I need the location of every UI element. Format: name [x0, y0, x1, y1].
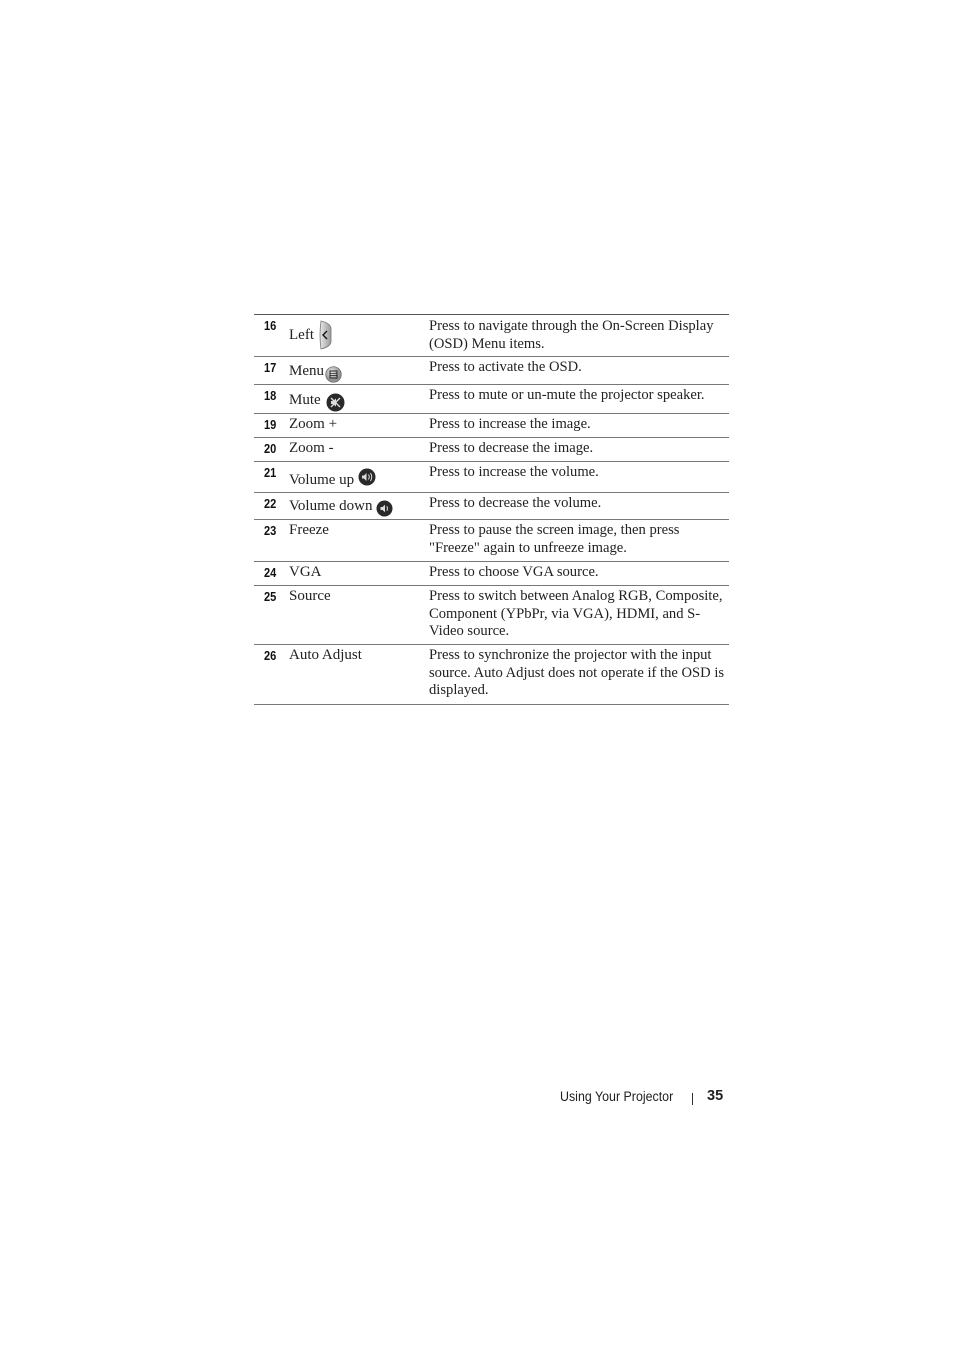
button-name-text: Left [289, 326, 314, 343]
page-number: 35 [707, 1088, 724, 1104]
table-row [254, 385, 729, 414]
row-number: 22 [264, 496, 277, 511]
page-footer [560, 1089, 726, 1109]
footer-divider [692, 1093, 693, 1105]
remote-control-table [254, 314, 729, 705]
menu-button-icon [325, 366, 342, 383]
table-row [254, 438, 729, 462]
button-description: Press to switch between Analog RGB, Composite, Component (YPbPr, via VGA), HDMI, and S-Video source. [429, 588, 723, 639]
button-name: Source [289, 588, 331, 604]
button-name: Zoom + [289, 416, 338, 432]
button-name: Zoom - [289, 440, 334, 456]
button-name: VGA [289, 564, 322, 580]
button-name: Auto Adjust [289, 647, 362, 663]
left-arrow-button-icon [318, 320, 332, 350]
row-number: 21 [264, 465, 277, 480]
row-number: 19 [264, 417, 277, 432]
table-row [254, 414, 729, 438]
button-name-text: Volume down [289, 498, 373, 514]
row-number: 23 [264, 523, 277, 538]
table-row [254, 493, 729, 520]
button-name [289, 496, 393, 517]
row-number: 20 [264, 441, 277, 456]
table-row [254, 462, 729, 493]
button-description: Press to decrease the image. [429, 440, 594, 456]
row-number: 25 [264, 589, 277, 604]
button-description: Press to mute or un-mute the projector speaker. [429, 387, 705, 403]
button-name [289, 468, 376, 489]
table-row [254, 562, 729, 586]
row-number: 26 [264, 648, 277, 663]
button-description: Press to pause the screen image, then press "Freeze" again to unfreeze image. [429, 522, 680, 556]
table-row [254, 645, 729, 705]
row-number: 16 [264, 318, 277, 333]
table-row [254, 357, 729, 385]
button-name-text: Menu [289, 363, 324, 379]
button-description: Press to increase the image. [429, 416, 591, 432]
button-name-text: Mute [289, 391, 321, 408]
button-description: Press to choose VGA source. [429, 564, 599, 580]
table-row [254, 315, 729, 357]
button-description: Press to synchronize the projector with the input source. Auto Adjust does not operate if the OSD is displayed. [429, 647, 725, 698]
button-description: Press to increase the volume. [429, 464, 599, 480]
button-name-text: Volume up [289, 472, 355, 488]
row-number: 17 [264, 360, 277, 375]
mute-button-icon [326, 393, 345, 412]
button-name [289, 360, 342, 383]
button-name [289, 320, 332, 350]
footer-title: Using Your Projector [560, 1089, 674, 1104]
volume-up-button-icon [358, 468, 376, 486]
button-description: Press to decrease the volume. [429, 495, 602, 511]
table-row [254, 520, 729, 562]
row-number: 18 [264, 388, 277, 403]
button-name: Freeze [289, 522, 329, 538]
button-name [289, 388, 345, 412]
volume-down-button-icon [376, 500, 393, 517]
button-description: Press to activate the OSD. [429, 359, 582, 375]
button-description: Press to navigate through the On-Screen Display (OSD) Menu items. [429, 318, 714, 352]
table-row [254, 586, 729, 645]
row-number: 24 [264, 565, 277, 580]
